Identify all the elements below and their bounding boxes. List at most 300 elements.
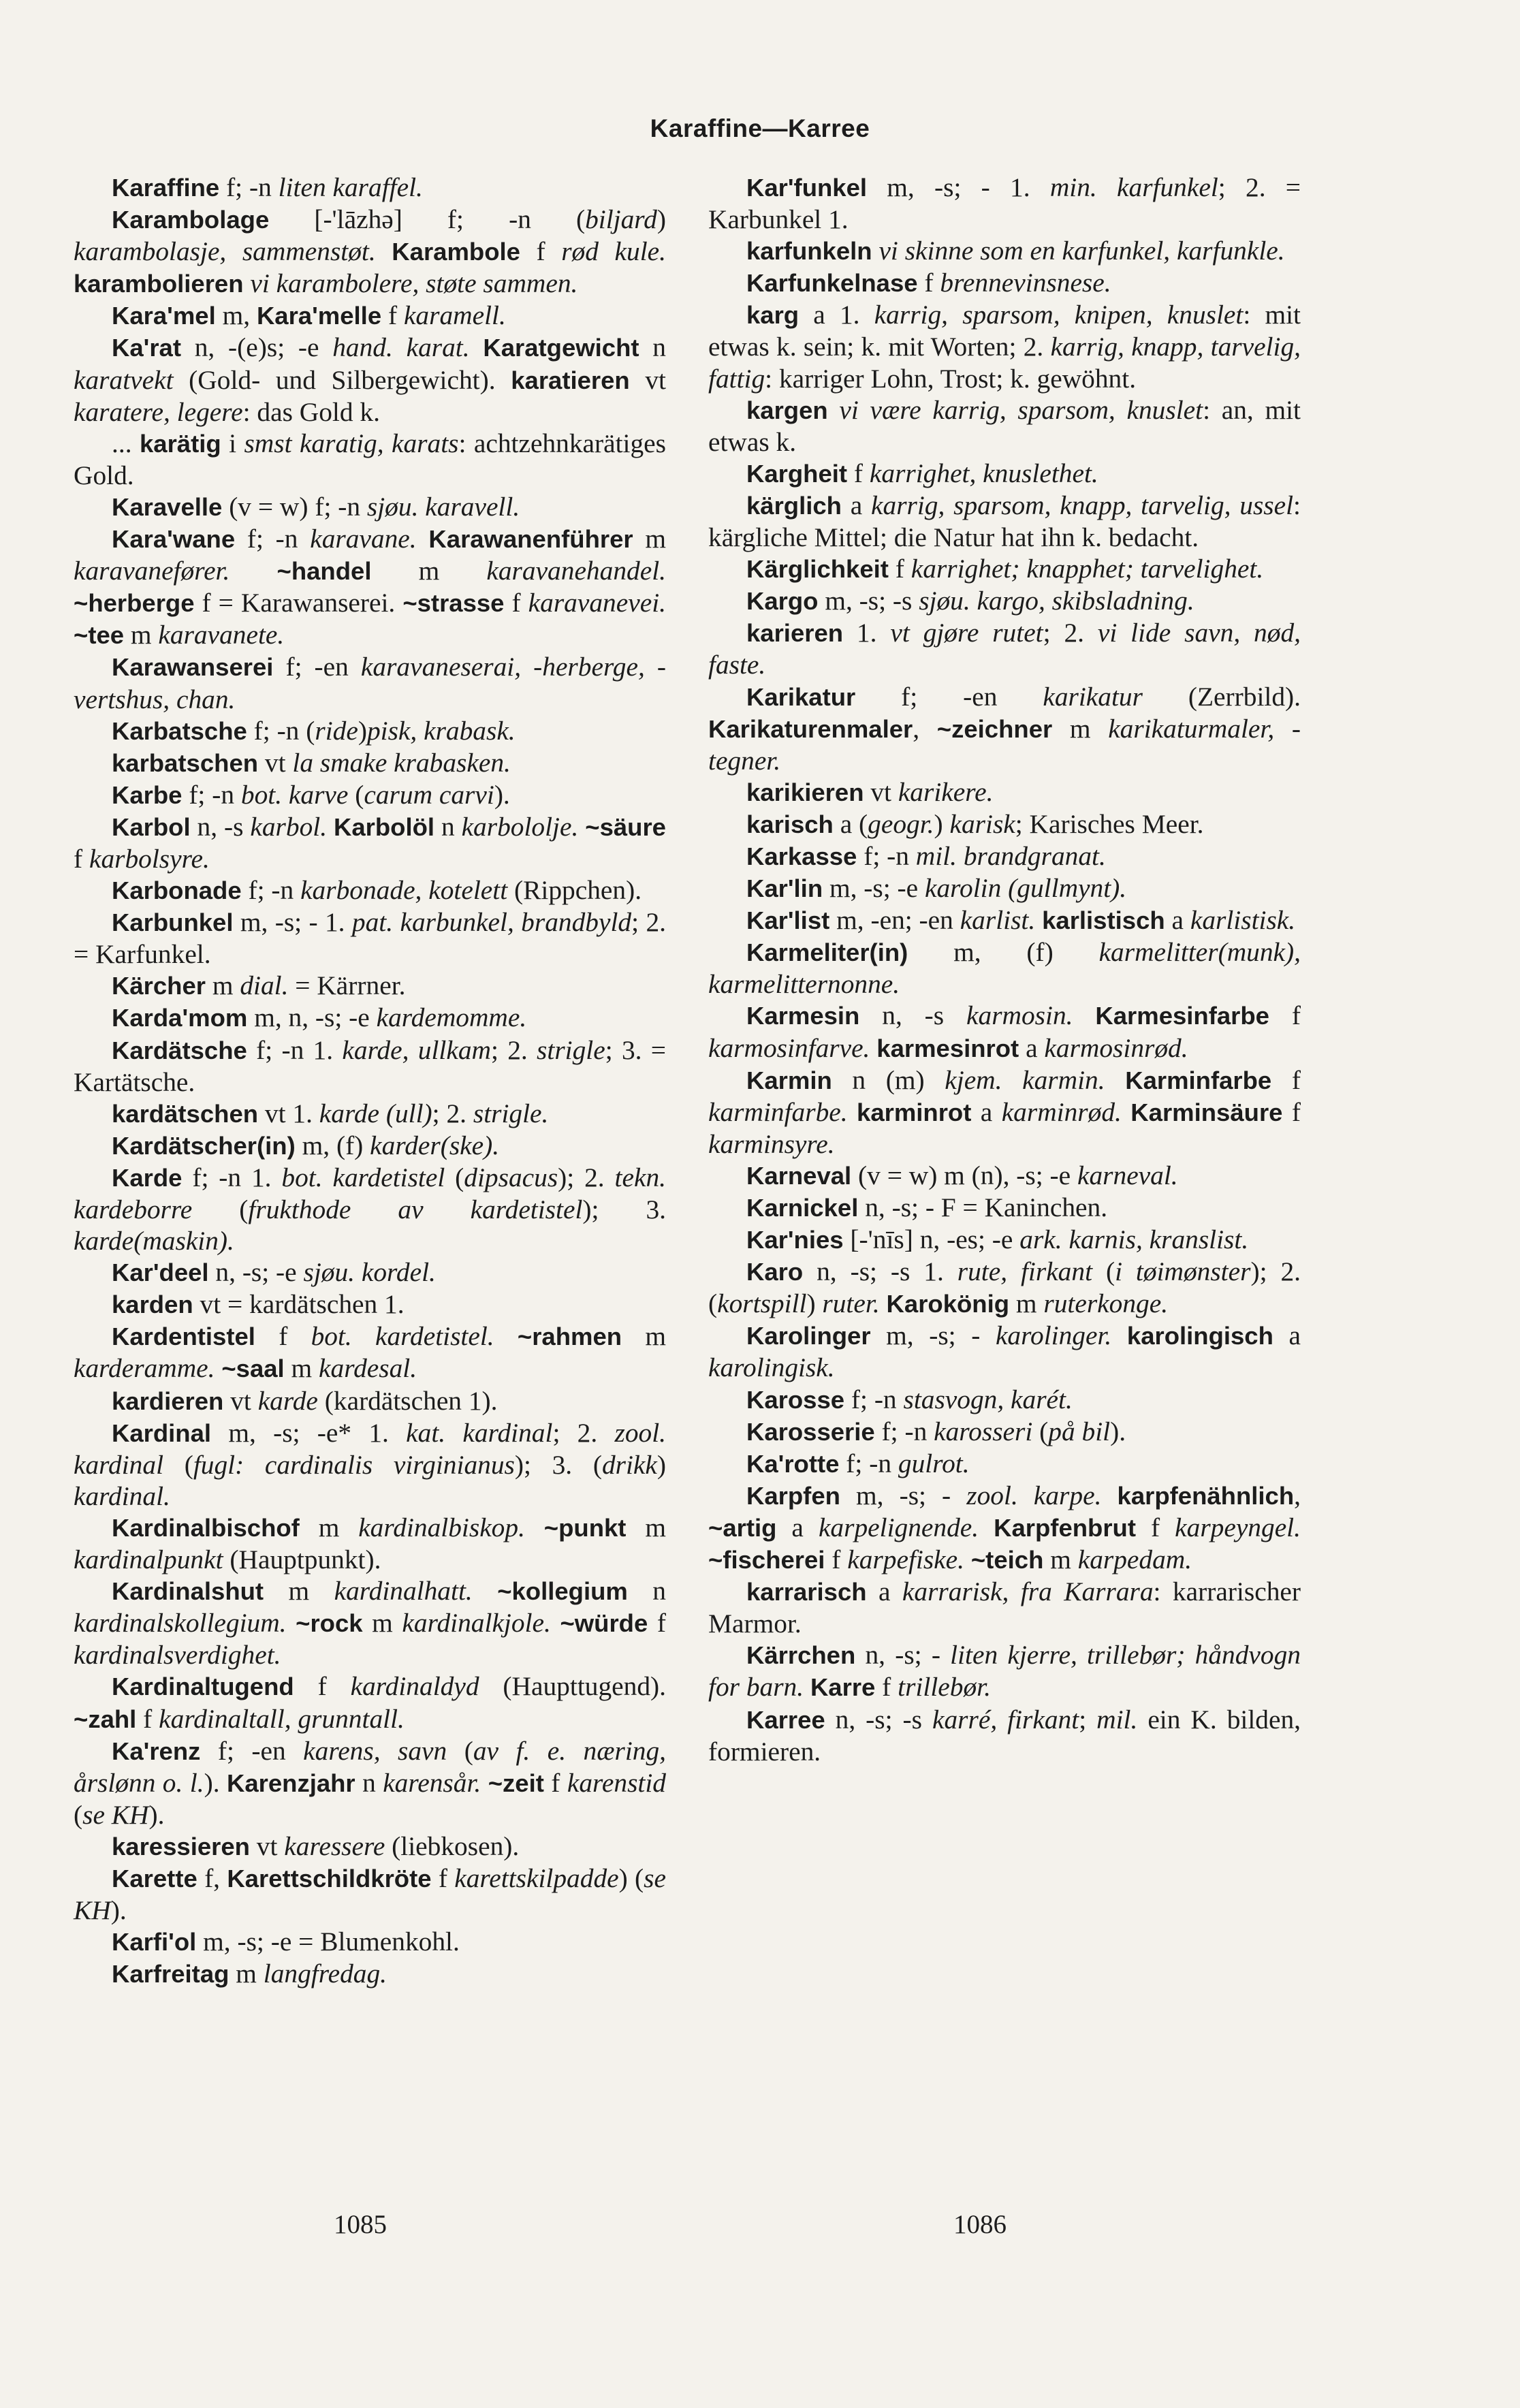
translation: kardinal.	[74, 1480, 170, 1511]
grammar-text: n, -s; - F = Kaninchen.	[858, 1192, 1108, 1222]
translation: kardinalskollegium.	[74, 1608, 287, 1638]
translation: karrighet; knapphet; tarvelighet.	[911, 554, 1264, 584]
translation: vi være karrig, sparsom, knuslet	[839, 394, 1203, 425]
dictionary-entry	[74, 1575, 666, 1670]
headword: karikieren	[746, 778, 864, 806]
translation: karlistisk.	[1190, 905, 1296, 936]
headword: ~tee	[74, 621, 125, 650]
headword: Ka'rotte	[746, 1449, 840, 1478]
headword: Karda'mom	[112, 1004, 248, 1032]
translation: karikere.	[898, 776, 994, 807]
grammar-text: f	[875, 1672, 898, 1702]
grammar-text: f; -en	[200, 1735, 304, 1766]
grammar-text: f	[917, 268, 940, 298]
grammar-text: m, -en; -en	[829, 905, 960, 936]
headword: Kardätsche	[112, 1036, 247, 1064]
headword: ~zeit	[488, 1769, 544, 1797]
translation: kardinaltall, grunntall.	[159, 1703, 405, 1734]
grammar-text	[376, 236, 392, 266]
translation: karavanefører.	[74, 556, 230, 586]
grammar-text: (	[447, 1735, 473, 1766]
grammar-text	[578, 812, 585, 842]
grammar-text: ;	[1079, 1704, 1097, 1734]
grammar-text: m	[124, 620, 159, 650]
headword: ~würde	[560, 1609, 648, 1638]
grammar-text: m, -s; -s	[818, 586, 919, 616]
grammar-text: ein K. bilden, formieren.	[708, 1704, 1301, 1767]
grammar-text: f; -n (	[247, 715, 315, 746]
headword: kardätschen	[112, 1099, 259, 1128]
grammar-text: ; Karisches Meer.	[1015, 808, 1204, 839]
dictionary-entry	[74, 332, 666, 427]
translation: kardinaldyd	[350, 1671, 479, 1702]
headword: kärglich	[746, 491, 842, 520]
grammar-text	[1111, 1320, 1127, 1350]
translation: liten karaffel.	[278, 172, 423, 202]
grammar-text	[1101, 1480, 1117, 1510]
translation: karrig, sparsom, knipen, knuslet	[874, 300, 1244, 330]
grammar-text: m, -s; -	[870, 1320, 996, 1351]
translation: karavanevei.	[528, 588, 666, 618]
grammar-text: (Rippchen).	[507, 875, 642, 906]
headword: Karkasse	[746, 842, 857, 870]
translation: karmosin.	[966, 1000, 1073, 1031]
headword: Karre	[810, 1673, 876, 1702]
translation: carum carvi	[364, 779, 494, 810]
headword: ~fischerei	[708, 1546, 825, 1574]
grammar-text: f	[504, 588, 528, 618]
grammar-text: (v = w) m (n), -s; -e	[851, 1160, 1077, 1190]
translation: karamell.	[403, 300, 506, 331]
grammar-text: vt 1.	[258, 1098, 319, 1128]
grammar-text: : karriger Lohn, Trost; k. gewöhnt.	[765, 363, 1137, 394]
translation: rute, firkant	[957, 1256, 1093, 1287]
headword: Karneval	[746, 1161, 852, 1190]
translation: strigle.	[473, 1098, 549, 1128]
headword: Kardätscher(in)	[112, 1131, 296, 1160]
translation: kortspill	[717, 1288, 807, 1319]
translation: se KH	[74, 1863, 666, 1926]
grammar-text	[828, 395, 840, 425]
grammar-text	[229, 556, 276, 586]
grammar-text	[1035, 905, 1042, 935]
headword: ~zeichner	[936, 714, 1053, 743]
headword: ~saal	[221, 1354, 285, 1383]
grammar-text: = Kärrner.	[288, 970, 406, 1001]
grammar-text: f; -n 1.	[182, 1162, 282, 1192]
grammar-text: m	[371, 556, 487, 586]
grammar-text: m	[362, 1608, 402, 1638]
headword: Karenzjahr	[226, 1769, 355, 1797]
translation: karde(maskin).	[74, 1226, 234, 1256]
translation: karneval.	[1077, 1160, 1178, 1190]
grammar-text: ; 2. = Karbunkel 1.	[708, 172, 1301, 235]
headword: Karmeliter(in)	[746, 938, 908, 967]
dictionary-entry	[708, 553, 1301, 585]
dictionary-entry	[708, 1576, 1301, 1639]
grammar-text: : kärgliche Mittel; die Natur hat ihn k. bedacht.	[708, 490, 1301, 553]
dictionary-entry	[708, 1064, 1301, 1160]
grammar-text: f; -n	[182, 779, 241, 810]
grammar-text: f; -n	[874, 1416, 934, 1446]
translation: karbolsyre.	[89, 843, 210, 874]
headword: Karavelle	[112, 492, 223, 521]
headword: Kar'list	[746, 906, 830, 935]
translation: karatere, legere	[74, 396, 243, 427]
grammar-text: ,	[913, 713, 937, 744]
dictionary-entry	[74, 874, 666, 906]
headword: Kargo	[746, 587, 819, 616]
grammar-text	[804, 1672, 810, 1702]
grammar-text: m, (f)	[908, 937, 1099, 968]
translation: karde (ull)	[319, 1098, 432, 1128]
headword: Kargheit	[746, 459, 848, 488]
grammar-text: ).	[494, 779, 510, 810]
grammar-text: i	[221, 428, 244, 458]
translation: karpelignende.	[818, 1512, 979, 1542]
headword: karolingisch	[1126, 1322, 1273, 1350]
grammar-text	[1073, 1000, 1095, 1030]
headword: karden	[112, 1290, 193, 1319]
translation: karavaneserai, -herberge, -vertshus, chan.	[74, 652, 667, 714]
translation: karrighet, knuslethet.	[869, 458, 1098, 488]
grammar-text: f	[294, 1671, 351, 1702]
grammar-text: f = Karawanserei.	[194, 588, 403, 618]
dictionary-entry	[74, 747, 666, 779]
translation: karmosinfarve.	[708, 1032, 870, 1063]
headword: Kardinalshut	[112, 1577, 264, 1606]
grammar-text: (liebkosen).	[385, 1831, 520, 1861]
translation: karpeyngel.	[1175, 1512, 1301, 1542]
grammar-text: ; 2.	[1043, 618, 1098, 648]
page-number-right: 1086	[953, 2210, 1007, 2239]
translation: karolingisk.	[708, 1352, 835, 1383]
grammar-text: f	[847, 458, 870, 488]
translation: kardinalsverdighet.	[74, 1640, 281, 1670]
headword: Karawanserei	[112, 653, 274, 682]
translation: sjøu. kargo, skibsladning.	[919, 586, 1194, 616]
translation: ruter.	[822, 1288, 880, 1319]
grammar-text	[287, 1608, 296, 1638]
headword: ~teich	[970, 1546, 1044, 1574]
headword: karfunkeln	[746, 237, 872, 266]
headword: karambolieren	[74, 270, 244, 298]
grammar-text: (	[445, 1162, 464, 1192]
translation: karbol.	[250, 811, 328, 842]
grammar-text: m	[264, 1576, 334, 1606]
headword: Karminfarbe	[1125, 1066, 1272, 1094]
dictionary-entry	[708, 1224, 1301, 1256]
translation: kardinalkjole.	[402, 1608, 551, 1638]
headword: Kardinal	[112, 1419, 212, 1447]
translation: kat. kardinal	[406, 1417, 553, 1448]
grammar-text: a	[1019, 1032, 1045, 1063]
grammar-text: [-'nīs] n, -es; -e	[843, 1224, 1020, 1255]
translation: karessere	[284, 1831, 385, 1861]
grammar-text: n, -(e)s; -e	[181, 332, 333, 363]
grammar-text: f	[520, 236, 562, 267]
dictionary-entry	[708, 681, 1301, 776]
translation: frukthode av kardetistel	[248, 1194, 583, 1224]
grammar-text: ; 2.	[432, 1098, 473, 1128]
translation: ruterkonge.	[1043, 1288, 1169, 1319]
grammar-text: n, -s; -s 1.	[803, 1256, 957, 1287]
grammar-text: ); 3.	[582, 1194, 666, 1224]
grammar-text: (Haupttugend).	[479, 1671, 666, 1702]
headword: Karettschildkröte	[227, 1864, 432, 1892]
translation: karensår.	[383, 1767, 481, 1798]
translation: karmosinrød.	[1044, 1032, 1188, 1063]
headword: Karpfenbrut	[994, 1513, 1136, 1542]
dictionary-entry	[708, 490, 1301, 553]
grammar-text: m, (f)	[295, 1130, 370, 1160]
headword: Karfi'ol	[112, 1928, 197, 1956]
dictionary-entry	[708, 235, 1301, 267]
headword: Karosserie	[746, 1417, 875, 1446]
translation: karavane.	[310, 524, 417, 554]
grammar-text: (	[1092, 1256, 1115, 1287]
dictionary-entry	[74, 1512, 666, 1575]
grammar-text: (Gold- und Silbergewicht).	[173, 364, 511, 395]
translation: biljard	[585, 204, 657, 235]
dictionary-entry	[708, 1192, 1301, 1224]
grammar-text: f	[381, 300, 404, 331]
grammar-text: : mit etwas k. sein; k. mit Worten; 2.	[708, 300, 1301, 362]
dictionary-entry	[708, 1256, 1301, 1320]
headword: Kärrchen	[746, 1641, 856, 1670]
dictionary-entry	[708, 776, 1301, 808]
headword: Karfreitag	[112, 1960, 229, 1989]
translation: vi lide savn, nød, faste.	[708, 618, 1301, 680]
translation: karpedam.	[1077, 1544, 1192, 1575]
translation: pat. karbunkel, brandbyld	[351, 907, 632, 938]
grammar-text	[551, 1608, 560, 1638]
grammar-text: f	[1282, 1096, 1301, 1127]
grammar-text	[244, 268, 251, 298]
headword: Kardinaltugend	[112, 1673, 294, 1701]
dictionary-entry	[74, 1735, 666, 1831]
headword: Karminsäure	[1130, 1098, 1283, 1126]
grammar-text	[494, 1321, 518, 1351]
grammar-text: f; -en	[273, 652, 361, 682]
headword: karrarisch	[746, 1578, 867, 1606]
grammar-text: )	[656, 1449, 666, 1480]
headword: ~punkt	[543, 1513, 627, 1542]
dictionary-entry	[74, 1098, 666, 1130]
dictionary-entry	[74, 491, 666, 523]
translation: bot. kardetistel	[281, 1162, 445, 1192]
headword: Karatgewicht	[483, 334, 639, 362]
grammar-text: (	[348, 779, 364, 810]
dictionary-entry	[74, 1958, 666, 1990]
translation: karré, firkant	[932, 1704, 1079, 1734]
translation: brennevinsnese.	[940, 268, 1111, 298]
translation: bot. kardetistel.	[311, 1321, 494, 1352]
translation: strigle	[537, 1034, 605, 1065]
dictionary-entry	[74, 970, 666, 1002]
translation: zool. kardinal	[74, 1417, 666, 1480]
dictionary-entry	[708, 1000, 1301, 1064]
translation: karbololje.	[461, 811, 579, 842]
translation: karminrød.	[1001, 1096, 1122, 1127]
headword: Karmin	[746, 1066, 832, 1094]
grammar-text: (kardätschen 1).	[317, 1385, 498, 1416]
grammar-text: : an, mit etwas k.	[708, 394, 1301, 457]
headword: karatieren	[511, 366, 630, 394]
grammar-text: 1.	[843, 618, 891, 648]
dictionary-entry	[74, 715, 666, 747]
grammar-text	[481, 1768, 488, 1798]
translation: sjøu. kordel.	[303, 1257, 436, 1288]
grammar-text: vt = kardätschen 1.	[193, 1289, 405, 1320]
headword: Karaffine	[112, 174, 220, 202]
headword: Karbunkel	[112, 908, 234, 937]
translation: kardinalbiskop.	[358, 1512, 525, 1542]
translation: karosseri	[934, 1416, 1033, 1446]
grammar-text: f; -n 1.	[247, 1034, 343, 1065]
dictionary-entry	[708, 1384, 1301, 1416]
translation: karbonade, kotelett	[300, 875, 508, 906]
grammar-text: m	[205, 970, 240, 1001]
translation: tekn. kardeborre	[74, 1162, 666, 1224]
grammar-text: a	[1165, 905, 1190, 936]
headword: Karbolöl	[333, 812, 435, 841]
dictionary-entry	[74, 204, 666, 300]
grammar-text	[215, 1353, 221, 1383]
grammar-text: f; -n	[839, 1448, 898, 1478]
translation: karder(ske).	[370, 1130, 500, 1160]
translation: karminfarbe.	[708, 1096, 848, 1127]
dictionary-entry	[74, 300, 666, 332]
headword: Kara'wane	[112, 525, 236, 554]
dictionary-entry	[74, 1670, 666, 1734]
grammar-text: f,	[197, 1863, 227, 1893]
translation: vt gjøre rutet	[890, 618, 1043, 648]
dictionary-entry	[708, 1448, 1301, 1480]
translation: karens, savn	[303, 1735, 447, 1766]
grammar-text: )	[806, 1288, 823, 1319]
grammar-text: f; -n	[857, 840, 916, 871]
grammar-text: f	[825, 1544, 848, 1575]
grammar-text: ); 2. (	[708, 1256, 1301, 1319]
translation: karikaturmaler, -tegner.	[708, 713, 1301, 776]
translation: karrig, sparsom, knapp, tarvelig, ussel	[871, 490, 1294, 520]
headword: Kar'lin	[746, 874, 823, 903]
dictionary-entry	[74, 1831, 666, 1863]
headword: Karosse	[746, 1385, 845, 1414]
grammar-text: f	[648, 1608, 666, 1638]
grammar-text: m	[1009, 1288, 1044, 1319]
translation: karikatur	[1043, 681, 1143, 712]
grammar-text: f	[1271, 1064, 1301, 1095]
dictionary-entry	[708, 458, 1301, 490]
grammar-text: f; -n	[241, 875, 301, 906]
grammar-text: ; 2. = Karfunkel.	[74, 907, 666, 970]
grammar-text: ; 2.	[490, 1034, 537, 1065]
headword: karmesinrot	[876, 1034, 1019, 1062]
dictionary-entry	[708, 394, 1301, 458]
headword: Karambolage	[112, 206, 270, 234]
headword: Karo	[746, 1258, 804, 1286]
dictionary-entry	[708, 1160, 1301, 1192]
dictionary-entry	[74, 428, 666, 491]
left-column	[74, 172, 666, 1990]
grammar-text	[1122, 1097, 1130, 1127]
headword: kargen	[746, 396, 828, 424]
translation: karpefiske.	[847, 1544, 964, 1575]
translation: vi skinne som en karfunkel, karfunkle.	[878, 236, 1285, 266]
dictionary-entry	[74, 1926, 666, 1958]
grammar-text: ).	[204, 1767, 227, 1798]
translation: karenstid	[567, 1767, 666, 1798]
grammar-text: (	[74, 1799, 83, 1830]
translation: stasvogn, karét.	[903, 1384, 1073, 1414]
dictionary-entry	[74, 1130, 666, 1162]
dictionary-entry	[74, 1863, 666, 1926]
grammar-text: : karrarischer Marmor.	[708, 1577, 1301, 1639]
translation: karminsyre.	[708, 1128, 835, 1159]
translation: ark. karnis, kranslist.	[1019, 1224, 1249, 1255]
translation: min. karfunkel	[1049, 172, 1218, 202]
dictionary-entry	[708, 1320, 1301, 1383]
translation: trillebør.	[898, 1672, 991, 1702]
grammar-text: m	[633, 524, 666, 554]
translation: smst karatig, karats	[244, 428, 459, 458]
dictionary-entry	[708, 904, 1301, 936]
dictionary-entry	[74, 1256, 666, 1288]
translation: bot. karve	[240, 779, 349, 810]
grammar-text: m	[284, 1353, 319, 1384]
grammar-text: f	[543, 1767, 567, 1798]
grammar-text: f	[74, 843, 89, 874]
headword: ~zahl	[74, 1705, 137, 1733]
translation: pisk, krabask.	[366, 715, 516, 746]
headword: Kardinalbischof	[112, 1513, 300, 1542]
headword: Kärcher	[112, 972, 206, 1000]
grammar-text: ; 3. = Kartätsche.	[74, 1034, 666, 1097]
dictionary-entry	[74, 779, 666, 811]
headword: Karbonade	[112, 876, 242, 905]
translation: karlist.	[960, 905, 1036, 936]
headword: ~kollegium	[497, 1577, 628, 1606]
grammar-text: vt	[629, 364, 666, 395]
grammar-text	[880, 1288, 887, 1318]
translation: karolinger.	[995, 1320, 1112, 1351]
grammar-text: f; -n	[844, 1384, 904, 1414]
dictionary-entry	[74, 1288, 666, 1320]
grammar-text: ); 2.	[558, 1162, 615, 1192]
dictionary-entry	[708, 1704, 1301, 1767]
grammar-text: m, -s; - 1.	[233, 907, 352, 938]
translation: se KH	[82, 1799, 149, 1830]
grammar-text: n, -s; -	[855, 1640, 951, 1670]
grammar-text: m, n, -s; -e	[247, 1002, 377, 1033]
headword: ~handel	[276, 557, 372, 586]
headword: Karette	[112, 1864, 197, 1892]
translation: kardemomme.	[376, 1002, 527, 1033]
dictionary-entry	[708, 1416, 1301, 1448]
grammar-text: n	[434, 811, 462, 842]
headword: ~säure	[585, 812, 666, 841]
translation: i tøimønster	[1115, 1256, 1251, 1287]
grammar-text	[870, 1033, 876, 1063]
grammar-text	[470, 332, 484, 362]
headword: karätig	[139, 429, 221, 458]
right-column	[708, 172, 1301, 1767]
grammar-text: a	[971, 1096, 1002, 1127]
headword: ~rock	[296, 1609, 363, 1638]
dictionary-entry	[74, 1417, 666, 1512]
